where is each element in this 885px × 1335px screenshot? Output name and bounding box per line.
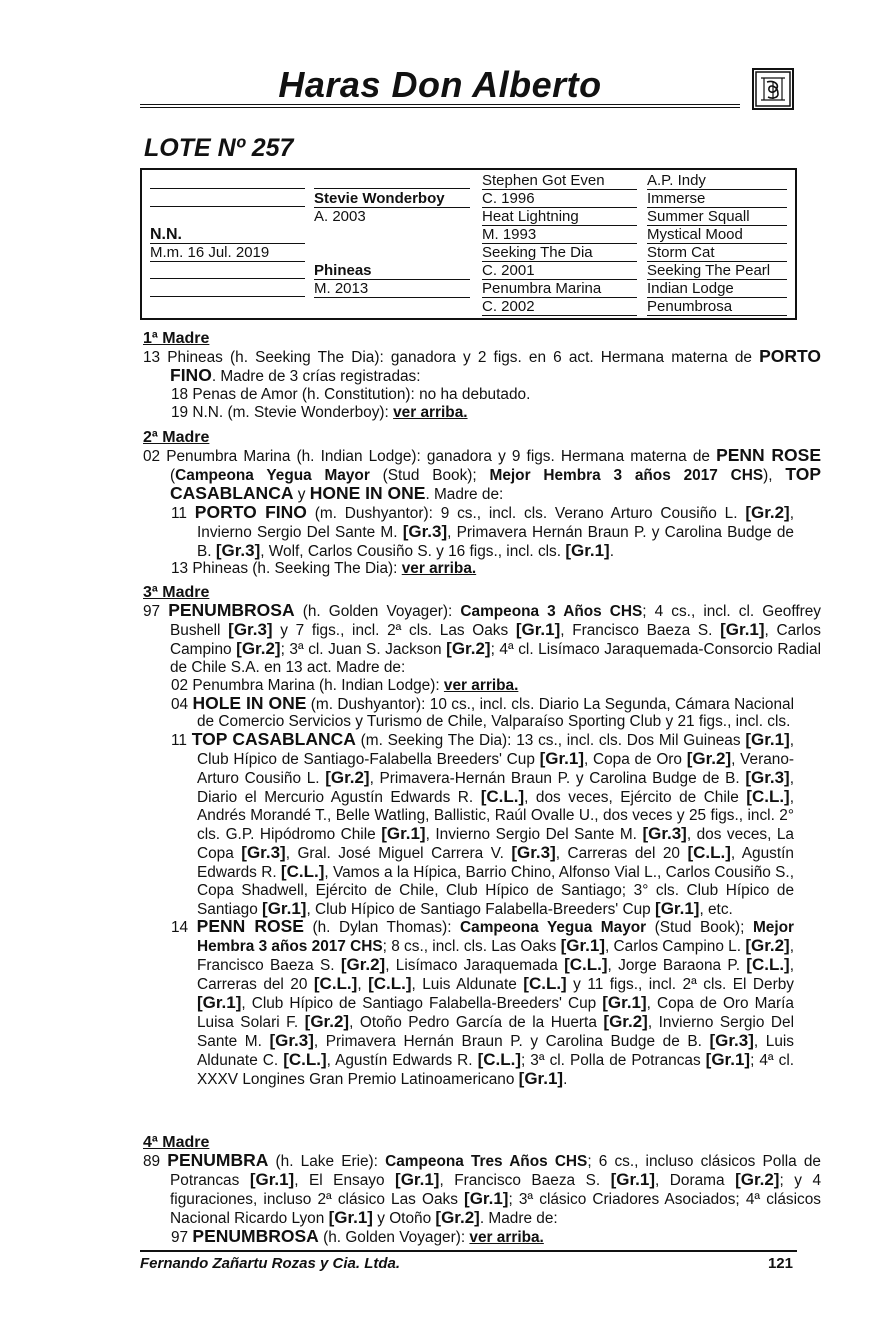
- pedigree-gg2: Immerse: [647, 190, 787, 208]
- pedigree-dam-info: M. 2013: [314, 280, 470, 298]
- lote-title: LOTE Nº 257: [144, 134, 294, 162]
- pedigree-ss-info: C. 1996: [482, 190, 637, 208]
- haras-logo-icon: [752, 68, 794, 110]
- pedigree-gg5: Storm Cat: [647, 244, 787, 262]
- pedigree-line: [314, 187, 470, 189]
- section-title: 1ª Madre: [143, 330, 210, 347]
- pedigree-dd-info: C. 2002: [482, 298, 637, 316]
- section-title: 4ª Madre: [143, 1134, 210, 1151]
- page-footer: [140, 1250, 797, 1272]
- offspring-entry: 11 TOP CASABLANCA (m. Seeking The Dia): 13 cs., incl. cls. Dos Mil Guineas [Gr.1], Club Hípico de Santiago-Falabella Breeders' Cup [Gr.1], Copa de Oro [Gr.2], Verano-Arturo Cousiño L. [Gr.2], Primavera-Hernán Braun P. y Carolina Budge de B. [Gr.3], Diario el Mercurio Agustín Edwards R. [C.L.], dos veces, Ejército de Chile [C.L.], Andrés Morandé T., Belle Watling, Ballistic, Raúl Ovalle U., dos veces y 25 figs., incl. 2° cls. G.P. Hipódromo Chile [Gr.1], Invierno Sergio Del Sante M. [Gr.3], dos veces, La Copa [Gr.3], Gral. José Miguel Carrera V. [Gr.3], Carreras del 20 [C.L.], Agustín Edwards R. [C.L.], Vamos a la Hípica, Barrio Chino, Alfonso Vial L., Carlos Cousiño S., Copa Shadwell, Ejército de Chile, Club Hípico de Santiago; 3° cls. Club Hípico de Santiago [Gr.1], Club Hípico de Santiago Falabella-Breeders' Cup [Gr.1], etc.: [171, 729, 795, 918]
- dam-entry: 97 PENUMBROSA (h. Golden Voyager): Campeona 3 Años CHS; 4 cs., incl. cl. Geoffrey Bushell [Gr.3] y 7 figs., incl. 2ª cls. Las Oaks [Gr.1], Francisco Baeza S. [Gr.1], Carlos Campino [Gr.2]; 3ª cl. Juan S. Jackson [Gr.2]; 4ª cl. Lisímaco Jaraquemada-Consorcio Radial de Chile S.A. en 13 act. Madre de:: [143, 600, 821, 676]
- pedigree-ss: Stephen Got Even: [482, 172, 637, 190]
- pedigree-horse: N.N.: [150, 226, 305, 244]
- pedigree-line: [150, 277, 305, 279]
- section-tercera-madre: [143, 583, 821, 1089]
- offspring-entry: 14 PENN ROSE (h. Dylan Thomas): Campeona Yegua Mayor (Stud Book); Mejor Hembra 3 años 2017 CHS; 8 cs., incl. cls. Las Oaks [Gr.1], Carlos Campino L. [Gr.2], Francisco Baeza S. [Gr.2], Lisímaco Jaraquemada [C.L.], Jorge Baraona P. [C.L.], Carreras del 20 [C.L.], [C.L.], Luis Aldunate [C.L.] y 11 figs., incl. 2ª cls. El Derby [Gr.1], Club Hípico de Santiago Falabella-Breeders' Cup [Gr.1], Copa de Oro María Luisa Solari F. [Gr.2], Otoño Pedro García de la Huerta [Gr.2], Invierno Sergio Del Sante M. [Gr.3], Primavera Hernán Braun P. y Carolina Budge de B. [Gr.3], Luis Aldunate C. [C.L.], Agustín Edwards R. [C.L.]; 3ª cl. Polla de Potrancas [Gr.1]; 4ª cl. XXXV Longines Gran Premio Latinoamericano [Gr.1].: [171, 916, 795, 1088]
- pedigree-gg7: Indian Lodge: [647, 280, 787, 298]
- offspring-entry: 02 Penumbra Marina (h. Indian Lodge): ver arriba.: [171, 676, 519, 694]
- pedigree-line: [150, 205, 305, 207]
- offspring-entry: 13 Phineas (h. Seeking The Dia): ver arriba.: [171, 560, 477, 578]
- offspring-entry: 18 Penas de Amor (h. Constitution): no ha debutado.: [171, 385, 531, 403]
- pedigree-gg8: Penumbrosa: [647, 298, 787, 316]
- pedigree-line: [150, 295, 305, 297]
- pedigree-gg3: Summer Squall: [647, 208, 787, 226]
- pedigree-ds: Seeking The Dia: [482, 244, 637, 262]
- pedigree-dd: Penumbra Marina: [482, 280, 637, 298]
- pedigree-line: [150, 187, 305, 189]
- offspring-entry: 97 PENUMBROSA (h. Golden Voyager): ver arriba.: [171, 1225, 544, 1246]
- footer-publisher: Fernando Zañartu Rozas y Cia. Ltda.: [140, 1255, 401, 1272]
- pedigree-gg1: A.P. Indy: [647, 172, 787, 190]
- section-cuarta-madre: [143, 1133, 821, 1247]
- pedigree-sire-info: A. 2003: [314, 208, 366, 225]
- pedigree-gg4: Mystical Mood: [647, 226, 787, 244]
- pedigree-horse-info: M.m. 16 Jul. 2019: [150, 244, 305, 262]
- section-title: 2ª Madre: [143, 429, 210, 446]
- dam-entry: 89 PENUMBRA (h. Lake Erie): Campeona Tres Años CHS; 6 cs., incluso clásicos Polla de Potrancas [Gr.1], El Ensayo [Gr.1], Francisco Baeza S. [Gr.1], Dorama [Gr.2]; y 4 figuraciones, incluso 2ª clásico Las Oaks [Gr.1]; 3ª clásico Criadores Asociados; 4ª clásicos Nacional Ricardo Lyon [Gr.1] y Otoño [Gr.2]. Madre de:: [143, 1150, 822, 1227]
- pedigree-ds-info: C. 2001: [482, 262, 637, 280]
- offspring-entry: 19 N.N. (m. Stevie Wonderboy): ver arriba.: [171, 403, 468, 421]
- pedigree-sire: Stevie Wonderboy: [314, 190, 470, 208]
- section-primera-madre: [143, 329, 821, 422]
- page-number: 121: [767, 1255, 793, 1272]
- pedigree-gg6: Seeking The Pearl: [647, 262, 787, 280]
- offspring-entry: 04 HOLE IN ONE (m. Dushyantor): 10 cs., incl. cls. Diario La Segunda, Cámara Nacional de Comercio Servicios y Turismo de Chile, Valparaíso Sporting Club y 21 figs., incl. cls.: [171, 692, 794, 731]
- pedigree-sd-info: M. 1993: [482, 226, 637, 244]
- pedigree-sd: Heat Lightning: [482, 208, 637, 226]
- header-rule: [140, 104, 740, 108]
- page-header: [140, 62, 798, 112]
- section-segunda-madre: [143, 428, 821, 578]
- dam-entry: 02 Penumbra Marina (h. Indian Lodge): ganadora y 9 figs. Hermana materna de PENN ROSE (Campeona Yegua Mayor (Stud Book); Mejor Hembra 3 años 2017 CHS), TOP CASABLANCA y HONE IN ONE. Madre de:: [143, 445, 821, 503]
- pedigree-table: [140, 168, 797, 320]
- section-title: 3ª Madre: [143, 584, 210, 601]
- offspring-entry: 11 PORTO FINO (m. Dushyantor): 9 cs., incl. cls. Verano Arturo Cousiño L. [Gr.2], Invierno Sergio Del Sante M. [Gr.3], Primavera Hernán Braun P. y Carolina Budge de B. [Gr.3], Wolf, Carlos Cousiño S. y 16 figs., incl. cls. [Gr.1].: [171, 501, 794, 560]
- header-title: Haras Don Alberto: [278, 64, 602, 105]
- pedigree-dam: Phineas: [314, 262, 470, 280]
- dam-entry: 13 Phineas (h. Seeking The Dia): ganadora y 2 figs. en 6 act. Hermana materna de PORTO FINO. Madre de 3 crías registradas:: [143, 346, 821, 385]
